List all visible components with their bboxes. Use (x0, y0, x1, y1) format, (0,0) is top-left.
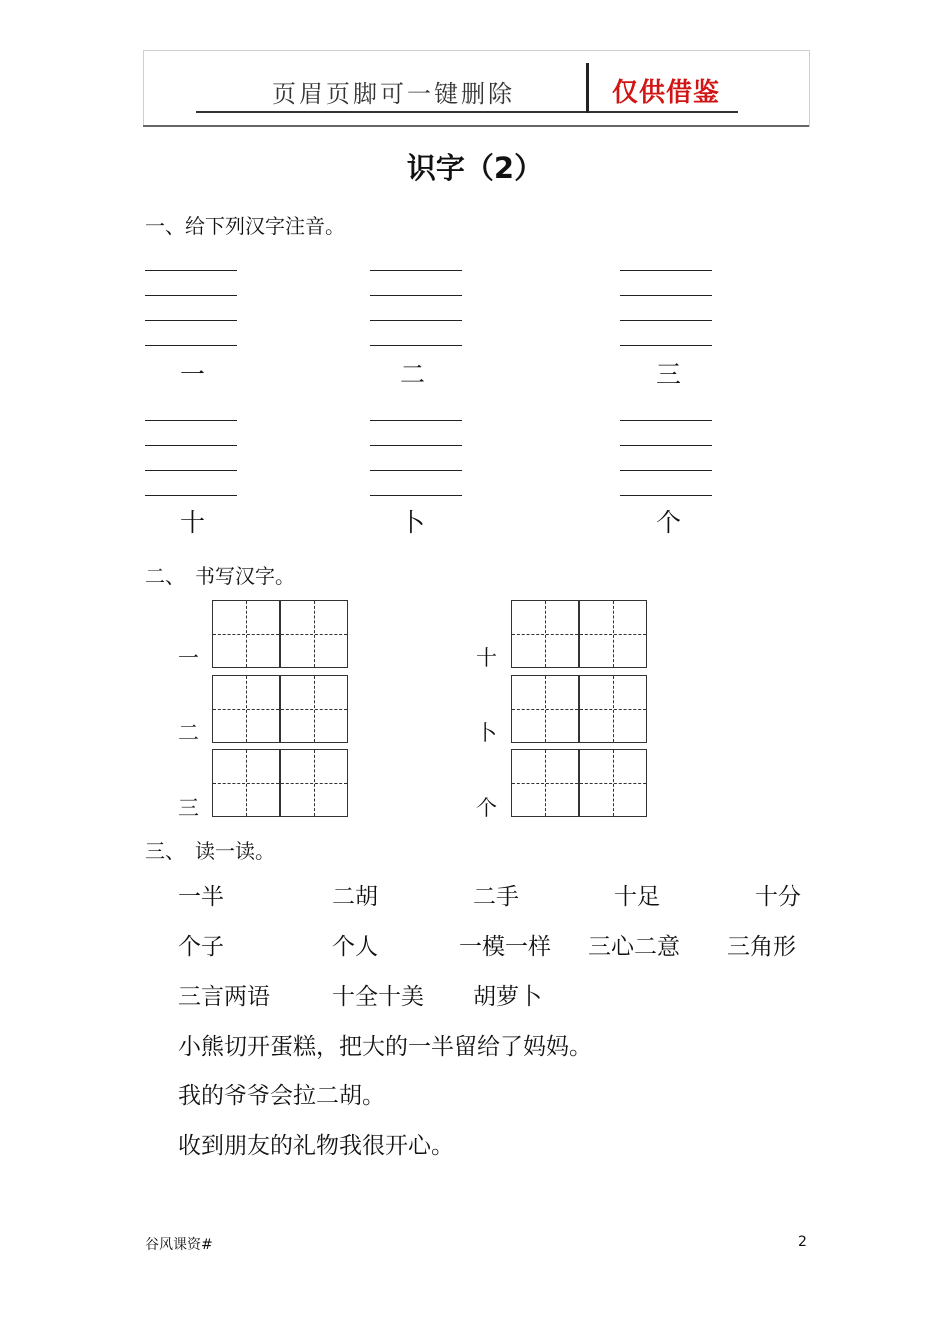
pinyin-blank[interactable] (620, 295, 712, 296)
tianzi-cell[interactable] (511, 749, 579, 817)
pinyin-blank[interactable] (620, 470, 712, 471)
pinyin-blank[interactable] (620, 320, 712, 321)
writing-grid[interactable] (212, 675, 348, 743)
header-right-text: 仅供借鉴 (612, 78, 721, 108)
section1-heading: 一、给下列汉字注音。 (145, 214, 345, 238)
reading-word: 个人 (332, 934, 378, 960)
reading-sentence: 我的爷爷会拉二胡。 (178, 1083, 385, 1109)
tianzi-cell[interactable] (280, 675, 348, 743)
pinyin-blank[interactable] (145, 320, 237, 321)
pinyin-char: 二 (400, 360, 426, 389)
writing-grid[interactable] (511, 749, 647, 817)
pinyin-blank[interactable] (145, 495, 237, 496)
reading-word: 三心二意 (588, 934, 680, 960)
pinyin-blank[interactable] (145, 345, 237, 346)
writing-grid[interactable] (212, 749, 348, 817)
pinyin-char: 三 (656, 360, 682, 389)
writing-grid[interactable] (212, 600, 348, 668)
reading-word: 十全十美 (332, 984, 424, 1010)
writing-grid[interactable] (511, 600, 647, 668)
page-title: 识字（2） (406, 151, 544, 185)
reading-word: 个子 (178, 934, 224, 960)
section3-heading: 三、 读一读。 (145, 839, 275, 863)
header-underline (196, 111, 738, 113)
pinyin-blank[interactable] (145, 470, 237, 471)
writing-char: 二 (178, 721, 199, 745)
pinyin-blank[interactable] (620, 270, 712, 271)
pinyin-blank[interactable] (620, 345, 712, 346)
pinyin-blank[interactable] (370, 345, 462, 346)
header-divider (586, 63, 589, 113)
pinyin-char: 十 (180, 508, 206, 537)
pinyin-blank[interactable] (620, 495, 712, 496)
pinyin-blank[interactable] (370, 445, 462, 446)
writing-char: 三 (178, 796, 199, 820)
pinyin-blank[interactable] (370, 470, 462, 471)
tianzi-cell[interactable] (579, 749, 647, 817)
tianzi-cell[interactable] (212, 600, 280, 668)
section2-heading: 二、 书写汉字。 (145, 564, 295, 588)
pinyin-blank[interactable] (370, 270, 462, 271)
writing-char: 个 (476, 796, 497, 820)
pinyin-blank[interactable] (145, 270, 237, 271)
pinyin-blank[interactable] (620, 420, 712, 421)
reading-word: 胡萝卜 (473, 984, 542, 1010)
tianzi-cell[interactable] (511, 675, 579, 743)
pinyin-blank[interactable] (370, 420, 462, 421)
pinyin-blank[interactable] (620, 445, 712, 446)
pinyin-blank[interactable] (145, 295, 237, 296)
pinyin-blank[interactable] (145, 445, 237, 446)
reading-sentence: 收到朋友的礼物我很开心。 (178, 1133, 454, 1159)
pinyin-blank[interactable] (370, 320, 462, 321)
writing-char: 一 (178, 646, 199, 670)
pinyin-blank[interactable] (370, 495, 462, 496)
tianzi-cell[interactable] (511, 600, 579, 668)
reading-word: 二胡 (332, 884, 378, 910)
reading-word: 一模一样 (459, 934, 551, 960)
reading-word: 三言两语 (178, 984, 270, 1010)
pinyin-blank[interactable] (145, 420, 237, 421)
reading-word: 一半 (178, 884, 224, 910)
tianzi-cell[interactable] (579, 675, 647, 743)
tianzi-cell[interactable] (280, 600, 348, 668)
reading-word: 三角形 (727, 934, 796, 960)
pinyin-char: 个 (656, 508, 682, 537)
pinyin-char: 一 (180, 360, 206, 389)
reading-word: 十分 (755, 884, 801, 910)
reading-word: 二手 (473, 884, 519, 910)
reading-word: 十足 (614, 884, 660, 910)
writing-char: 卜 (476, 721, 497, 745)
page-number: 2 (798, 1234, 807, 1250)
reading-sentence: 小熊切开蛋糕，把大的一半留给了妈妈。 (178, 1034, 592, 1060)
writing-char: 十 (476, 646, 497, 670)
tianzi-cell[interactable] (212, 749, 280, 817)
tianzi-cell[interactable] (212, 675, 280, 743)
footer-text: 谷风课资# (145, 1237, 213, 1253)
header-bottom-rule (143, 125, 809, 127)
tianzi-cell[interactable] (280, 749, 348, 817)
pinyin-blank[interactable] (370, 295, 462, 296)
pinyin-char: 卜 (400, 508, 426, 537)
tianzi-cell[interactable] (579, 600, 647, 668)
writing-grid[interactable] (511, 675, 647, 743)
header-left-text: 页眉页脚可一键删除 (272, 80, 515, 108)
